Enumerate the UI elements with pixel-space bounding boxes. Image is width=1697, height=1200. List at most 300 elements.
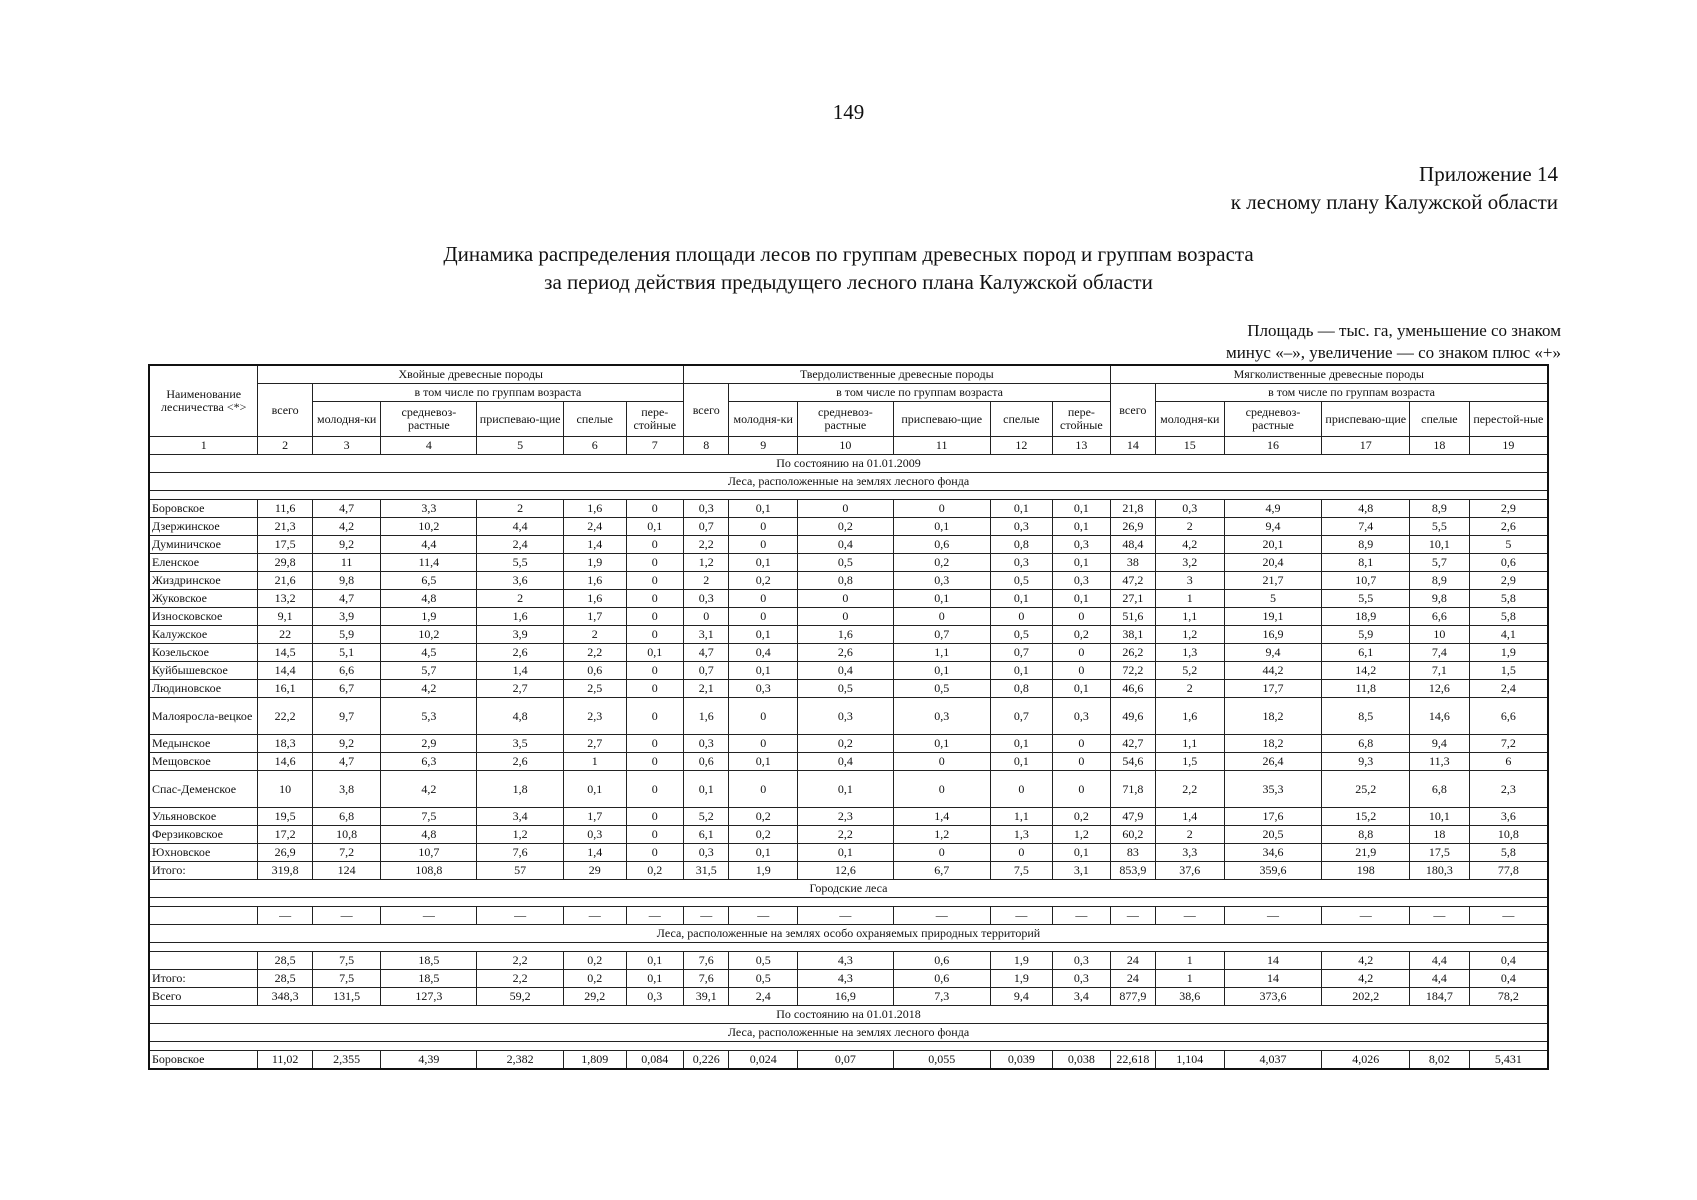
forestry-name-cell xyxy=(149,907,258,925)
value-cell: 4,2 xyxy=(1322,970,1410,988)
forestry-name-cell: Куйбышевское xyxy=(149,662,258,680)
header-softwood-total: всего xyxy=(1110,384,1155,437)
value-cell: 31,5 xyxy=(684,862,729,880)
column-number-cell: 11 xyxy=(893,437,990,455)
forestry-name-cell: Юхновское xyxy=(149,844,258,862)
value-cell: 0,1 xyxy=(797,771,893,808)
units-note xyxy=(1226,320,1561,364)
value-cell: 0 xyxy=(990,844,1053,862)
value-cell: 4,4 xyxy=(1410,952,1470,970)
value-cell: 0 xyxy=(626,680,684,698)
value-cell: 2 xyxy=(1156,680,1225,698)
table-row xyxy=(149,907,1548,925)
section-label: Леса, расположенные на землях особо охраняемых природных территорий xyxy=(149,925,1548,943)
header-age-middle: средневоз-растные xyxy=(797,402,893,437)
value-cell: 7,4 xyxy=(1410,644,1470,662)
value-cell: 0,5 xyxy=(990,572,1053,590)
value-cell: 0,5 xyxy=(797,680,893,698)
value-cell: 2,6 xyxy=(477,644,564,662)
value-cell: 38 xyxy=(1110,554,1155,572)
value-cell: — xyxy=(990,907,1053,925)
value-cell: 0 xyxy=(729,608,798,626)
value-cell: 0,3 xyxy=(893,572,990,590)
forestry-name-cell: Думиничское xyxy=(149,536,258,554)
section-label: Леса, расположенные на землях лесного фонда xyxy=(149,473,1548,491)
value-cell: 0,2 xyxy=(626,862,684,880)
value-cell: — xyxy=(1224,907,1322,925)
value-cell: 19,5 xyxy=(258,808,312,826)
value-cell: 0,055 xyxy=(893,1051,990,1070)
value-cell: 5,5 xyxy=(477,554,564,572)
value-cell: 26,2 xyxy=(1110,644,1155,662)
value-cell: 7,2 xyxy=(1469,735,1548,753)
value-cell: 1 xyxy=(1156,590,1225,608)
value-cell: 2,6 xyxy=(1469,518,1548,536)
value-cell: 0,4 xyxy=(797,536,893,554)
value-cell: 0,6 xyxy=(893,952,990,970)
value-cell: 4,026 xyxy=(1322,1051,1410,1070)
value-cell: 0,7 xyxy=(893,626,990,644)
value-cell: 0 xyxy=(729,518,798,536)
value-cell: 0 xyxy=(626,735,684,753)
value-cell: 1,1 xyxy=(990,808,1053,826)
forestry-name-cell: Износковское xyxy=(149,608,258,626)
header-group-softwood: Мягколиственные древесные породы xyxy=(1110,365,1548,384)
value-cell: 0,3 xyxy=(1053,698,1111,735)
value-cell: 7,4 xyxy=(1322,518,1410,536)
value-cell: 16,1 xyxy=(258,680,312,698)
value-cell: 2,4 xyxy=(1469,680,1548,698)
value-cell: 0,6 xyxy=(1469,554,1548,572)
value-cell: 0 xyxy=(626,808,684,826)
value-cell: 9,2 xyxy=(312,536,381,554)
value-cell: 0,226 xyxy=(684,1051,729,1070)
value-cell: 0,2 xyxy=(729,572,798,590)
value-cell: 0,6 xyxy=(684,753,729,771)
value-cell: 11,02 xyxy=(258,1051,312,1070)
value-cell: 26,9 xyxy=(1110,518,1155,536)
value-cell: 1,6 xyxy=(563,500,626,518)
value-cell: 22,2 xyxy=(258,698,312,735)
value-cell: 2,4 xyxy=(563,518,626,536)
value-cell: 9,8 xyxy=(1410,590,1470,608)
value-cell: 4,037 xyxy=(1224,1051,1322,1070)
value-cell: 0,5 xyxy=(797,554,893,572)
value-cell: 5,7 xyxy=(381,662,477,680)
value-cell: 5,9 xyxy=(312,626,381,644)
title-line-1: Динамика распределения площади лесов по группам древесных пород и группам возраста xyxy=(443,242,1254,266)
value-cell: 1,6 xyxy=(1156,698,1225,735)
value-cell: 18,5 xyxy=(381,970,477,988)
value-cell: 37,6 xyxy=(1156,862,1225,880)
section-label: Городские леса xyxy=(149,880,1548,898)
value-cell: 0,1 xyxy=(893,518,990,536)
spacer-row xyxy=(149,491,1548,500)
value-cell: 2 xyxy=(477,500,564,518)
value-cell: 5,9 xyxy=(1322,626,1410,644)
value-cell: 2,4 xyxy=(477,536,564,554)
column-number-cell: 4 xyxy=(381,437,477,455)
value-cell: 83 xyxy=(1110,844,1155,862)
value-cell: 0,1 xyxy=(626,518,684,536)
value-cell: 4,5 xyxy=(381,644,477,662)
value-cell: 2,2 xyxy=(1156,771,1225,808)
header-group-coniferous: Хвойные древесные породы xyxy=(258,365,684,384)
value-cell: 2,3 xyxy=(797,808,893,826)
header-hardwood-subgroup: в том числе по группам возраста xyxy=(729,384,1110,402)
section-row xyxy=(149,473,1548,491)
header-age-middle: средневоз-растные xyxy=(381,402,477,437)
value-cell: 4,2 xyxy=(1156,536,1225,554)
table-row xyxy=(149,536,1548,554)
value-cell: 108,8 xyxy=(381,862,477,880)
value-cell: 0,3 xyxy=(1053,572,1111,590)
header-group-hardwood: Твердолиственные древесные породы xyxy=(684,365,1111,384)
value-cell: 18,3 xyxy=(258,735,312,753)
value-cell: 10,7 xyxy=(381,844,477,862)
value-cell: 3,3 xyxy=(381,500,477,518)
value-cell: 4,8 xyxy=(1322,500,1410,518)
table-row xyxy=(149,680,1548,698)
value-cell: 0,1 xyxy=(1053,590,1111,608)
header-age-young: молодня-ки xyxy=(729,402,798,437)
value-cell: 0,3 xyxy=(990,518,1053,536)
value-cell: 198 xyxy=(1322,862,1410,880)
value-cell: 12,6 xyxy=(1410,680,1470,698)
value-cell: 10,2 xyxy=(381,518,477,536)
value-cell: 57 xyxy=(477,862,564,880)
table-row xyxy=(149,590,1548,608)
spacer-cell xyxy=(149,898,1548,907)
value-cell: 14,2 xyxy=(1322,662,1410,680)
value-cell: 0,3 xyxy=(1156,500,1225,518)
section-row xyxy=(149,880,1548,898)
value-cell: 0 xyxy=(1053,644,1111,662)
value-cell: 1,6 xyxy=(563,572,626,590)
value-cell: 0 xyxy=(797,500,893,518)
value-cell: 0,1 xyxy=(729,626,798,644)
value-cell: 0,1 xyxy=(1053,844,1111,862)
value-cell: 0,1 xyxy=(729,844,798,862)
value-cell: 7,5 xyxy=(990,862,1053,880)
value-cell: 0,1 xyxy=(797,844,893,862)
forestry-name-cell: Спас-Деменское xyxy=(149,771,258,808)
value-cell: 0,3 xyxy=(684,590,729,608)
value-cell: 5,8 xyxy=(1469,608,1548,626)
units-note-line-1: Площадь — тыс. га, уменьшение со знаком xyxy=(1247,321,1561,340)
value-cell: — xyxy=(563,907,626,925)
value-cell: 373,6 xyxy=(1224,988,1322,1006)
value-cell: 0,2 xyxy=(797,735,893,753)
value-cell: 0,1 xyxy=(1053,554,1111,572)
value-cell: 3,4 xyxy=(477,808,564,826)
value-cell: 0,1 xyxy=(729,500,798,518)
value-cell: 14,6 xyxy=(258,753,312,771)
value-cell: 26,9 xyxy=(258,844,312,862)
header-age-overmature: пере-стойные xyxy=(626,402,684,437)
value-cell: 1,2 xyxy=(684,554,729,572)
value-cell: 0,084 xyxy=(626,1051,684,1070)
value-cell: 1,1 xyxy=(893,644,990,662)
value-cell: 4,7 xyxy=(684,644,729,662)
value-cell: 1,1 xyxy=(1156,608,1225,626)
value-cell: 47,9 xyxy=(1110,808,1155,826)
table-body xyxy=(149,455,1548,1070)
value-cell: 4,2 xyxy=(381,680,477,698)
value-cell: 0,1 xyxy=(626,644,684,662)
spacer-row xyxy=(149,898,1548,907)
value-cell: 21,3 xyxy=(258,518,312,536)
value-cell: 0,7 xyxy=(684,518,729,536)
value-cell: 0 xyxy=(626,826,684,844)
value-cell: 1,5 xyxy=(1156,753,1225,771)
value-cell: 1,104 xyxy=(1156,1051,1225,1070)
value-cell: — xyxy=(626,907,684,925)
value-cell: 7,3 xyxy=(893,988,990,1006)
value-cell: 38,1 xyxy=(1110,626,1155,644)
value-cell: 8,5 xyxy=(1322,698,1410,735)
column-number-cell: 19 xyxy=(1469,437,1548,455)
value-cell: 4,1 xyxy=(1469,626,1548,644)
value-cell: 6,8 xyxy=(312,808,381,826)
header-age-young: молодня-ки xyxy=(312,402,381,437)
table-row xyxy=(149,952,1548,970)
value-cell: 8,02 xyxy=(1410,1051,1470,1070)
value-cell: 0 xyxy=(990,608,1053,626)
column-number-cell: 16 xyxy=(1224,437,1322,455)
section-label: По состоянию на 01.01.2009 xyxy=(149,455,1548,473)
value-cell: 4,8 xyxy=(381,590,477,608)
value-cell: 7,6 xyxy=(477,844,564,862)
value-cell: 0,5 xyxy=(729,970,798,988)
value-cell: 16,9 xyxy=(797,988,893,1006)
value-cell: 17,5 xyxy=(258,536,312,554)
value-cell: 6,1 xyxy=(1322,644,1410,662)
header-age-mature: спелые xyxy=(1410,402,1470,437)
value-cell: 5,5 xyxy=(1322,590,1410,608)
value-cell: 34,6 xyxy=(1224,844,1322,862)
value-cell: 7,5 xyxy=(312,952,381,970)
value-cell: 10,7 xyxy=(1322,572,1410,590)
value-cell: 3,6 xyxy=(477,572,564,590)
value-cell: 17,5 xyxy=(1410,844,1470,862)
value-cell: 1 xyxy=(1156,970,1225,988)
table-row xyxy=(149,735,1548,753)
table-row xyxy=(149,970,1548,988)
value-cell: 0 xyxy=(626,698,684,735)
value-cell: 0,1 xyxy=(893,735,990,753)
value-cell: 3,8 xyxy=(312,771,381,808)
value-cell: 9,4 xyxy=(1224,518,1322,536)
value-cell: 0,1 xyxy=(729,753,798,771)
header-age-premature: приспеваю-щие xyxy=(1322,402,1410,437)
table-row xyxy=(149,771,1548,808)
value-cell: 6,8 xyxy=(1410,771,1470,808)
value-cell: 14,4 xyxy=(258,662,312,680)
forestry-name-cell: Медынское xyxy=(149,735,258,753)
value-cell: 0,1 xyxy=(626,952,684,970)
value-cell: 0,1 xyxy=(990,500,1053,518)
value-cell: 5 xyxy=(1224,590,1322,608)
value-cell: 8,9 xyxy=(1322,536,1410,554)
header-hardwood-total: всего xyxy=(684,384,729,437)
value-cell: 12,6 xyxy=(797,862,893,880)
value-cell: — xyxy=(258,907,312,925)
value-cell: 1,4 xyxy=(1156,808,1225,826)
value-cell: 1,9 xyxy=(990,952,1053,970)
forestry-name-cell: Дзержинское xyxy=(149,518,258,536)
spacer-row xyxy=(149,943,1548,952)
table-row xyxy=(149,808,1548,826)
value-cell: 3,1 xyxy=(684,626,729,644)
table-row xyxy=(149,518,1548,536)
value-cell: 20,1 xyxy=(1224,536,1322,554)
spacer-cell xyxy=(149,491,1548,500)
value-cell: 28,5 xyxy=(258,970,312,988)
value-cell: 1,2 xyxy=(477,826,564,844)
value-cell: 0,4 xyxy=(729,644,798,662)
value-cell: 6,3 xyxy=(381,753,477,771)
header-age-middle: средневоз-растные xyxy=(1224,402,1322,437)
value-cell: 5,8 xyxy=(1469,590,1548,608)
value-cell: 7,5 xyxy=(381,808,477,826)
spacer-cell xyxy=(149,1042,1548,1051)
value-cell: 4,7 xyxy=(312,500,381,518)
column-number-cell: 5 xyxy=(477,437,564,455)
value-cell: 4,3 xyxy=(797,952,893,970)
value-cell: 9,8 xyxy=(312,572,381,590)
value-cell: 6,1 xyxy=(684,826,729,844)
section-label: По состоянию на 01.01.2018 xyxy=(149,1006,1548,1024)
column-number-cell: 10 xyxy=(797,437,893,455)
value-cell: 0,3 xyxy=(1053,536,1111,554)
value-cell: 0,1 xyxy=(990,662,1053,680)
value-cell: 0,2 xyxy=(563,970,626,988)
value-cell: 0,5 xyxy=(893,680,990,698)
appendix-line-2: к лесному плану Калужской области xyxy=(1230,190,1558,214)
value-cell: 0 xyxy=(893,500,990,518)
value-cell: 202,2 xyxy=(1322,988,1410,1006)
value-cell: 1,4 xyxy=(477,662,564,680)
forestry-name-cell: Жиздринское xyxy=(149,572,258,590)
value-cell: 7,1 xyxy=(1410,662,1470,680)
value-cell: 4,4 xyxy=(1410,970,1470,988)
value-cell: 4,7 xyxy=(312,590,381,608)
value-cell: 2,2 xyxy=(797,826,893,844)
value-cell: 1,4 xyxy=(563,844,626,862)
value-cell: 2,2 xyxy=(563,644,626,662)
value-cell: 1,5 xyxy=(1469,662,1548,680)
value-cell: 29,2 xyxy=(563,988,626,1006)
value-cell: 0,4 xyxy=(797,662,893,680)
value-cell: 18,2 xyxy=(1224,735,1322,753)
value-cell: 5,5 xyxy=(1410,518,1470,536)
value-cell: 29,8 xyxy=(258,554,312,572)
section-row xyxy=(149,1024,1548,1042)
value-cell: 0 xyxy=(626,626,684,644)
value-cell: 1,4 xyxy=(893,808,990,826)
column-number-cell: 13 xyxy=(1053,437,1111,455)
value-cell: 0 xyxy=(626,771,684,808)
value-cell: 4,3 xyxy=(797,970,893,988)
value-cell: 44,2 xyxy=(1224,662,1322,680)
value-cell: 0,2 xyxy=(1053,808,1111,826)
value-cell: 22 xyxy=(258,626,312,644)
value-cell: 0,6 xyxy=(893,970,990,988)
value-cell: 0,4 xyxy=(1469,970,1548,988)
value-cell: 0 xyxy=(626,590,684,608)
value-cell: 853,9 xyxy=(1110,862,1155,880)
value-cell: 9,4 xyxy=(990,988,1053,1006)
value-cell: 0 xyxy=(626,572,684,590)
value-cell: 2,4 xyxy=(729,988,798,1006)
value-cell: — xyxy=(381,907,477,925)
value-cell: 0 xyxy=(893,608,990,626)
title-line-2: за период действия предыдущего лесного плана Калужской области xyxy=(544,270,1153,294)
value-cell: 6,6 xyxy=(1410,608,1470,626)
value-cell: 0 xyxy=(626,844,684,862)
value-cell: 17,6 xyxy=(1224,808,1322,826)
value-cell: 2,382 xyxy=(477,1051,564,1070)
value-cell: 5,2 xyxy=(1156,662,1225,680)
value-cell: 1 xyxy=(1156,952,1225,970)
value-cell: 1,2 xyxy=(893,826,990,844)
column-number-cell: 2 xyxy=(258,437,312,455)
value-cell: 14,6 xyxy=(1410,698,1470,735)
value-cell: 0,1 xyxy=(893,662,990,680)
value-cell: 0 xyxy=(684,608,729,626)
value-cell: 0,07 xyxy=(797,1051,893,1070)
value-cell: 4,4 xyxy=(381,536,477,554)
column-number-cell: 6 xyxy=(563,437,626,455)
value-cell: 51,6 xyxy=(1110,608,1155,626)
value-cell: 2,9 xyxy=(381,735,477,753)
value-cell: 1,9 xyxy=(990,970,1053,988)
value-cell: 0,5 xyxy=(990,626,1053,644)
forestry-name-cell: Жуковское xyxy=(149,590,258,608)
header-age-overmature: перестой-ные xyxy=(1469,402,1548,437)
value-cell: 2,7 xyxy=(563,735,626,753)
column-number-cell: 7 xyxy=(626,437,684,455)
value-cell: 5 xyxy=(1469,536,1548,554)
forestry-name-cell: Мещовское xyxy=(149,753,258,771)
value-cell: 0,1 xyxy=(1053,500,1111,518)
value-cell: 77,8 xyxy=(1469,862,1548,880)
value-cell: — xyxy=(477,907,564,925)
value-cell: 0,3 xyxy=(990,554,1053,572)
value-cell: 28,5 xyxy=(258,952,312,970)
value-cell: 2,1 xyxy=(684,680,729,698)
value-cell: 0,3 xyxy=(684,844,729,862)
value-cell: 348,3 xyxy=(258,988,312,1006)
value-cell: 1,4 xyxy=(563,536,626,554)
value-cell: 1,6 xyxy=(684,698,729,735)
value-cell: 1,6 xyxy=(563,590,626,608)
value-cell: 184,7 xyxy=(1410,988,1470,1006)
value-cell: 0,8 xyxy=(797,572,893,590)
table-row xyxy=(149,626,1548,644)
table-row xyxy=(149,608,1548,626)
value-cell: 59,2 xyxy=(477,988,564,1006)
value-cell: 0 xyxy=(1053,735,1111,753)
header-age-premature: приспеваю-щие xyxy=(893,402,990,437)
value-cell: 0 xyxy=(797,608,893,626)
value-cell: 11,4 xyxy=(381,554,477,572)
value-cell: 9,1 xyxy=(258,608,312,626)
value-cell: 2,3 xyxy=(563,698,626,735)
value-cell: 48,4 xyxy=(1110,536,1155,554)
header-age-mature: спелые xyxy=(990,402,1053,437)
